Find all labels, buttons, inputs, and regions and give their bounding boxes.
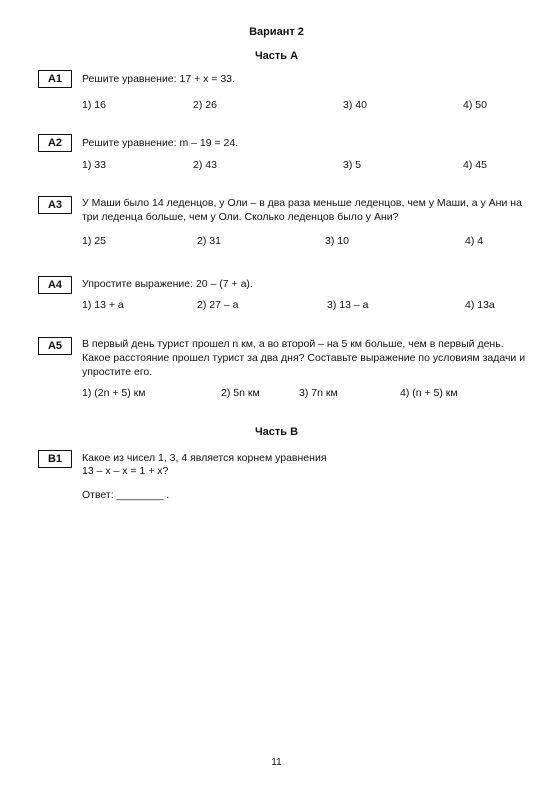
question-a1-option-3: 3) 40 [343,99,367,111]
question-a3-option-4: 4) 4 [465,235,484,247]
question-a5-option-3: 3) 7n км [299,387,338,399]
question-a4-option-3: 3) 13 – a [327,299,369,311]
question-tag-a3: A3 [38,196,72,214]
question-a3-option-3: 3) 10 [325,235,349,247]
question-a4-option-1: 1) 13 + a [82,299,124,311]
question-a3-option-2: 2) 31 [197,235,221,247]
question-a4-option-2: 2) 27 – a [197,299,239,311]
question-tag-a1: A1 [38,70,72,88]
question-b1-text-line2: 13 – x – x = 1 + x? [82,465,169,477]
question-a2-option-3: 3) 5 [343,159,362,171]
question-a2-option-1: 1) 33 [82,159,106,171]
question-b1-text-line1: Какое из чисел 1, 3, 4 является корнем уравнения [82,452,327,464]
question-a2-option-2: 2) 43 [193,159,217,171]
question-a5-option-4: 4) (n + 5) км [400,387,458,399]
question-tag-a2: A2 [38,134,72,152]
question-a2-text: Решите уравнение: m – 19 = 24. [82,137,239,149]
question-a1-text: Решите уравнение: 17 + x = 33. [82,73,235,85]
question-a2-option-4: 4) 45 [463,159,487,171]
variant-title: Вариант 2 [249,26,304,38]
question-tag-a4: A4 [38,276,72,294]
part-a-heading: Часть А [254,50,299,62]
question-a1-option-1: 1) 16 [82,99,106,111]
question-a4-text: Упростите выражение: 20 – (7 + a). [82,278,253,290]
question-a5-option-1: 1) (2n + 5) км [82,387,146,399]
question-a3-option-1: 1) 25 [82,235,106,247]
page-number: 11 [271,757,282,768]
question-tag-a5: A5 [38,337,72,355]
question-b1-answer-line: Ответ: ________ . [82,489,170,501]
question-a1-option-2: 2) 26 [193,99,217,111]
question-tag-b1: B1 [38,450,72,468]
question-a3-text: У Маши было 14 леденцов, у Оли – в два раза меньше леденцов, чем у Маши, а у Ани на три леденца больше, чем у Оли. Сколько леденцов было у Ани? [82,197,522,223]
part-b-heading: Часть В [254,426,299,438]
question-a5-option-2: 2) 5n км [221,387,260,399]
question-a5-text: В первый день турист прошел n км, а во второй – на 5 км больше, чем в первый день. Какое расстояние прошел турист за два дня? Составьте выражение по условиям задачи и упростите его. [82,338,526,378]
question-a1-option-4: 4) 50 [463,99,487,111]
question-a4-option-4: 4) 13a [465,299,495,311]
